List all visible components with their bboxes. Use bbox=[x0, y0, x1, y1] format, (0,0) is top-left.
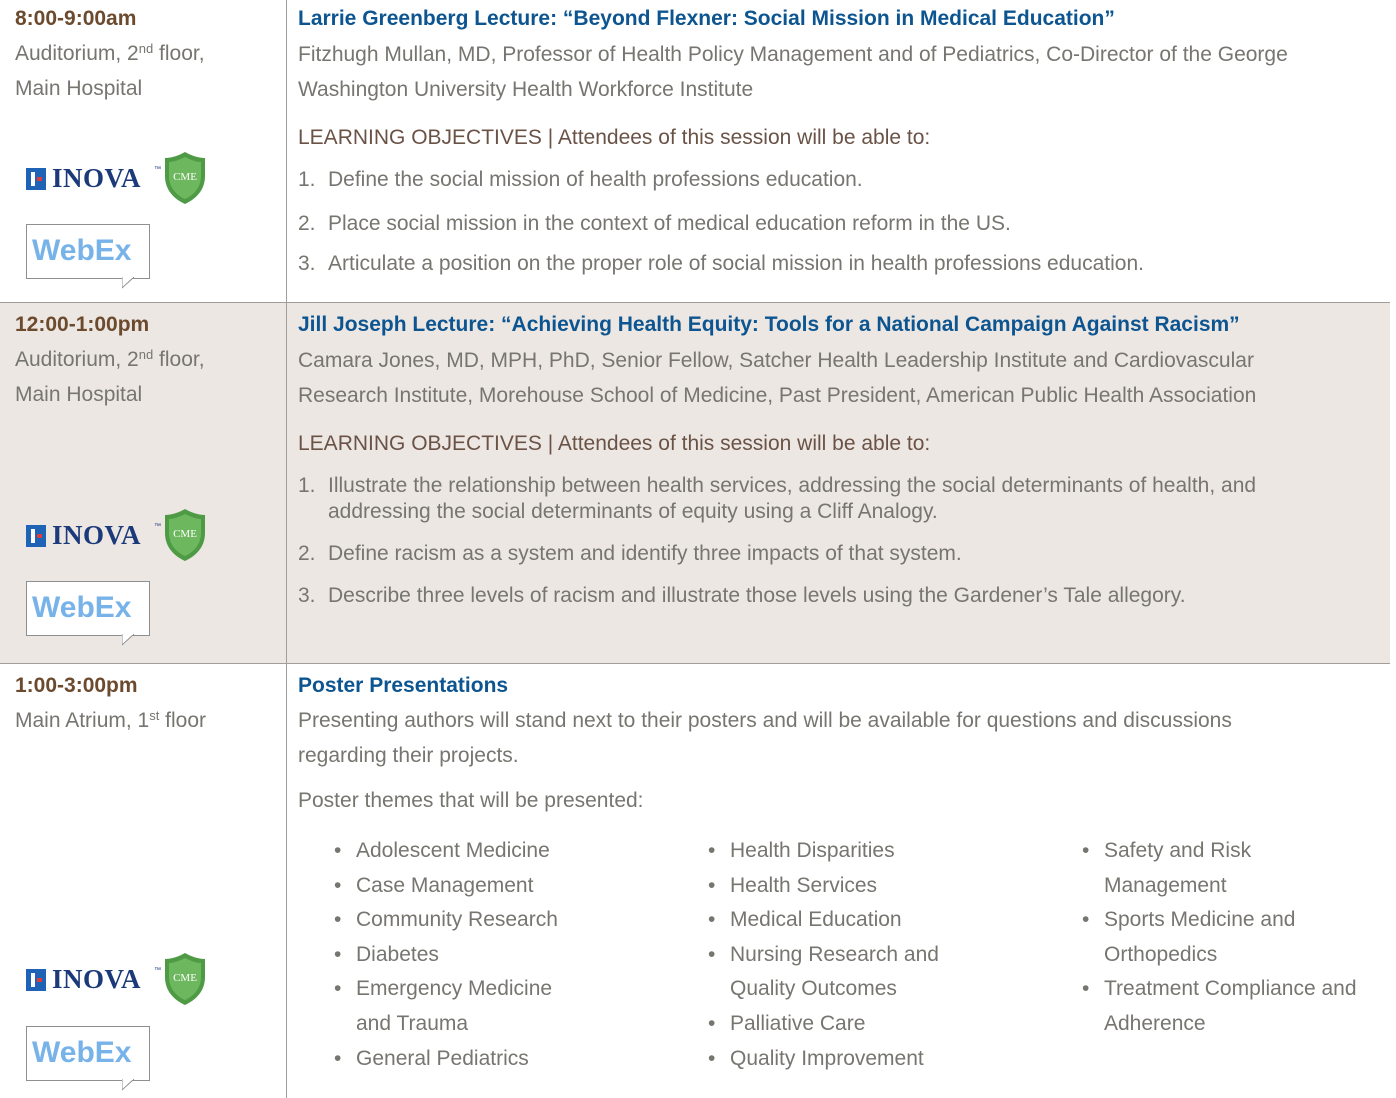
cme-shield-icon bbox=[162, 507, 208, 563]
theme-item: • Emergency Medicine and Trauma bbox=[326, 972, 586, 1041]
inova-mark-icon bbox=[26, 525, 46, 547]
inova-mark-icon bbox=[26, 168, 46, 190]
themes-column-1 bbox=[326, 834, 666, 1076]
session-2-content bbox=[298, 308, 1388, 609]
theme-item: • Adolescent Medicine bbox=[326, 834, 666, 869]
session-1-meta bbox=[15, 2, 280, 106]
theme-item: • General Pediatrics bbox=[326, 1042, 666, 1077]
objectives-heading: LEARNING OBJECTIVES | Attendees of this session will be able to: bbox=[298, 126, 931, 149]
theme-item: • Case Management bbox=[326, 869, 666, 904]
inova-cme-logo: INOVA ™ CME bbox=[26, 507, 226, 563]
inova-cme-logo: INOVA ™ CME bbox=[26, 951, 226, 1007]
column-divider bbox=[286, 0, 287, 1098]
session-title: Jill Joseph Lecture: “Achieving Health Equity: Tools for a National Campaign Against Racism” bbox=[298, 313, 1240, 336]
session-time: 12:00-1:00pm bbox=[15, 313, 150, 336]
session-title: Poster Presentations bbox=[298, 674, 509, 697]
session-time: 8:00-9:00am bbox=[15, 7, 137, 30]
session-3-meta bbox=[15, 669, 280, 738]
themes-intro: Poster themes that will be presented: bbox=[298, 789, 644, 812]
svg-text:CME: CME bbox=[173, 528, 197, 540]
session-time: 1:00-3:00pm bbox=[15, 674, 138, 697]
speech-tail-icon bbox=[122, 634, 148, 646]
webex-logo: WebEx bbox=[26, 1026, 150, 1086]
theme-item: • Quality Improvement bbox=[700, 1042, 1030, 1077]
objective-item: 2. Place social mission in the context of medical education reform in the US. bbox=[298, 212, 1011, 235]
session-2-meta bbox=[15, 308, 280, 412]
themes-column-3 bbox=[1074, 834, 1374, 1042]
svg-text:CME: CME bbox=[173, 972, 197, 984]
webex-logo: WebEx bbox=[26, 224, 150, 284]
speech-tail-icon bbox=[122, 277, 148, 289]
inova-mark-icon bbox=[26, 969, 46, 991]
theme-item: • Palliative Care bbox=[700, 1007, 1030, 1042]
session-location: Auditorium, 2nd floor, Main Hospital bbox=[15, 347, 205, 406]
session-location: Main Atrium, 1st floor bbox=[15, 708, 207, 732]
row-divider bbox=[0, 663, 1390, 664]
theme-item: • Sports Medicine and Orthopedics bbox=[1074, 903, 1344, 972]
session-description: Presenting authors will stand next to their posters and will be available for questions and discussions regarding their projects. bbox=[298, 709, 1232, 767]
theme-item: • Health Services bbox=[700, 869, 1030, 904]
theme-item: • Medical Education bbox=[700, 903, 1030, 938]
speech-tail-icon bbox=[122, 1079, 148, 1091]
objective-item: 1. Illustrate the relationship between health services, addressing the social determinants of health, and addressing the social determinants of equity using a Cliff Analogy. bbox=[298, 474, 1257, 523]
theme-item: • Nursing Research and Quality Outcomes bbox=[700, 938, 990, 1007]
theme-item: • Community Research bbox=[326, 903, 666, 938]
session-speaker: Camara Jones, MD, MPH, PhD, Senior Fellow, Satcher Health Leadership Institute and Cardiovascular Research Institute, Morehouse School of Medicine, Past President, American Public Health Association bbox=[298, 349, 1257, 407]
session-location: Auditorium, 2nd floor, Main Hospital bbox=[15, 41, 205, 100]
webex-logo: WebEx bbox=[26, 581, 150, 641]
svg-text:CME: CME bbox=[173, 171, 197, 183]
row-divider bbox=[0, 302, 1390, 303]
session-1-content bbox=[298, 2, 1388, 277]
inova-cme-logo: INOVA ™ CME bbox=[26, 150, 226, 206]
objective-item: 2. Define racism as a system and identify three impacts of that system. bbox=[298, 542, 962, 565]
session-title: Larrie Greenberg Lecture: “Beyond Flexner: Social Mission in Medical Education” bbox=[298, 7, 1115, 30]
theme-item: • Diabetes bbox=[326, 938, 666, 973]
objective-item: 1. Define the social mission of health professions education. bbox=[298, 168, 863, 191]
objective-item: 3. Describe three levels of racism and illustrate those levels using the Gardener’s Tale allegory. bbox=[298, 584, 1186, 607]
cme-shield-icon bbox=[162, 150, 208, 206]
theme-item: • Safety and Risk Management bbox=[1074, 834, 1284, 903]
objectives-heading: LEARNING OBJECTIVES | Attendees of this session will be able to: bbox=[298, 432, 931, 455]
session-speaker: Fitzhugh Mullan, MD, Professor of Health Policy Management and of Pediatrics, Co-Director of the George Washington University Health Workforce Institute bbox=[298, 43, 1288, 101]
theme-item: • Treatment Compliance and Adherence bbox=[1074, 972, 1374, 1041]
objective-item: 3. Articulate a position on the proper role of social mission in health professions education. bbox=[298, 252, 1144, 275]
poster-themes bbox=[298, 834, 1388, 1084]
theme-item: • Health Disparities bbox=[700, 834, 1030, 869]
themes-column-2 bbox=[700, 834, 1030, 1076]
session-3-content bbox=[298, 669, 1388, 818]
cme-shield-icon bbox=[162, 951, 208, 1007]
